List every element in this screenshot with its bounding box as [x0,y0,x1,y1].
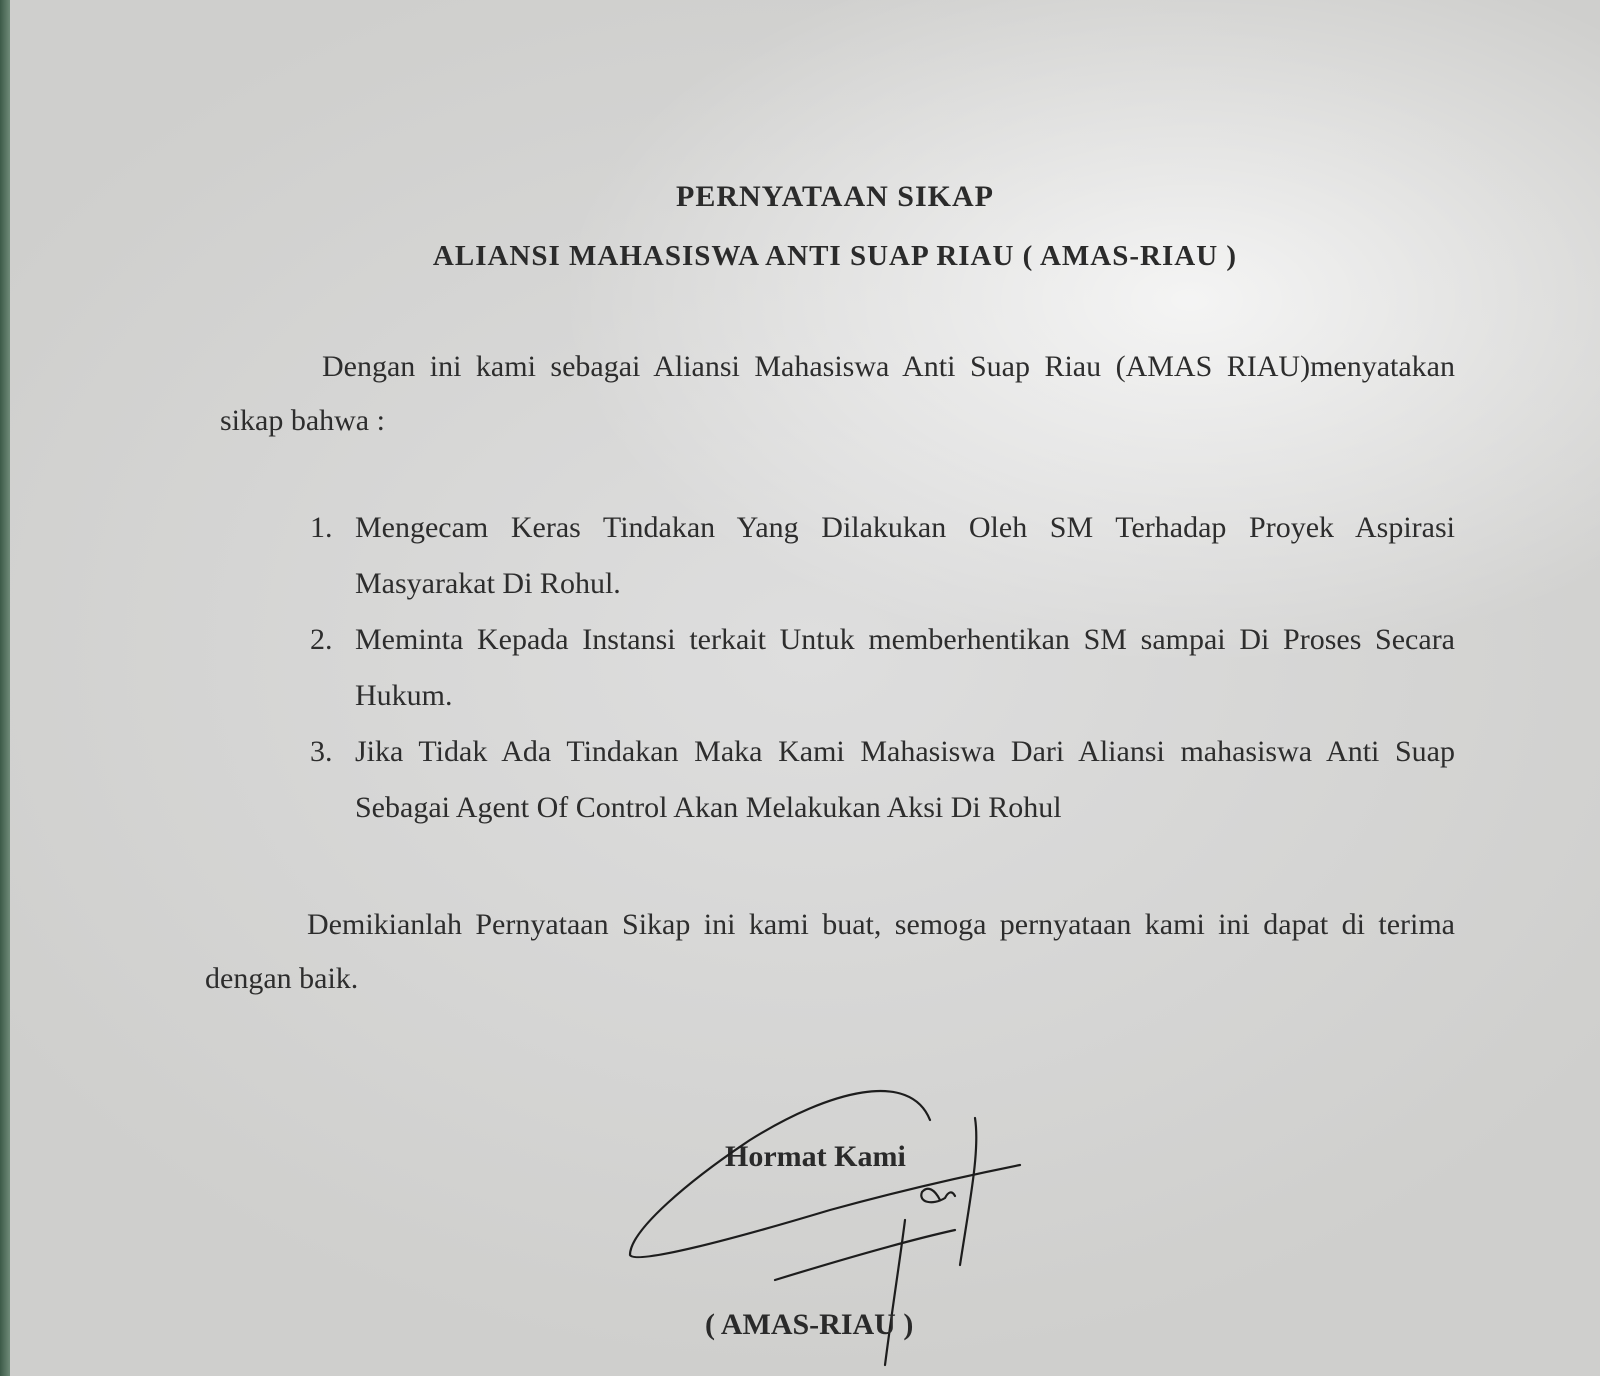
signatory-name: ( AMAS-RIAU ) [705,1308,914,1341]
list-item-text: Jika Tidak Ada Tindakan Maka Kami Mahasiswa Dari Aliansi mahasiswa Anti Suap Sebagai Agent Of Control Akan Melakukan Aksi Di Rohul [355,735,1455,824]
list-item [300,612,1455,724]
list-item [300,724,1455,836]
list-item-text: Mengecam Keras Tindakan Yang Dilakukan Oleh SM Terhadap Proyek Aspirasi Masyarakat Di Rohul. [355,511,1455,600]
document-page [10,0,1600,1376]
green-folder-edge [0,0,10,1376]
closing-paragraph: Demikianlah Pernyataan Sikap ini kami buat, semoga pernyataan kami ini dapat di terima dengan baik. [205,908,1455,995]
list-item-number: 2. [310,623,333,656]
signoff-label: Hormat Kami [725,1140,906,1173]
list-item-number: 3. [310,735,333,768]
list-item [300,500,1455,612]
document-title: PERNYATAAN SIKAP [676,180,994,213]
list-item-number: 1. [310,511,333,544]
document-subtitle: ALIANSI MAHASISWA ANTI SUAP RIAU ( AMAS-RIAU ) [432,240,1238,272]
statement-list [300,500,1455,836]
list-item-text: Meminta Kepada Instansi terkait Untuk memberhentikan SM sampai Di Proses Secara Hukum. [355,623,1455,712]
intro-paragraph: Dengan ini kami sebagai Aliansi Mahasiswa Anti Suap Riau (AMAS RIAU)menyatakan sikap bahwa : [220,350,1455,437]
